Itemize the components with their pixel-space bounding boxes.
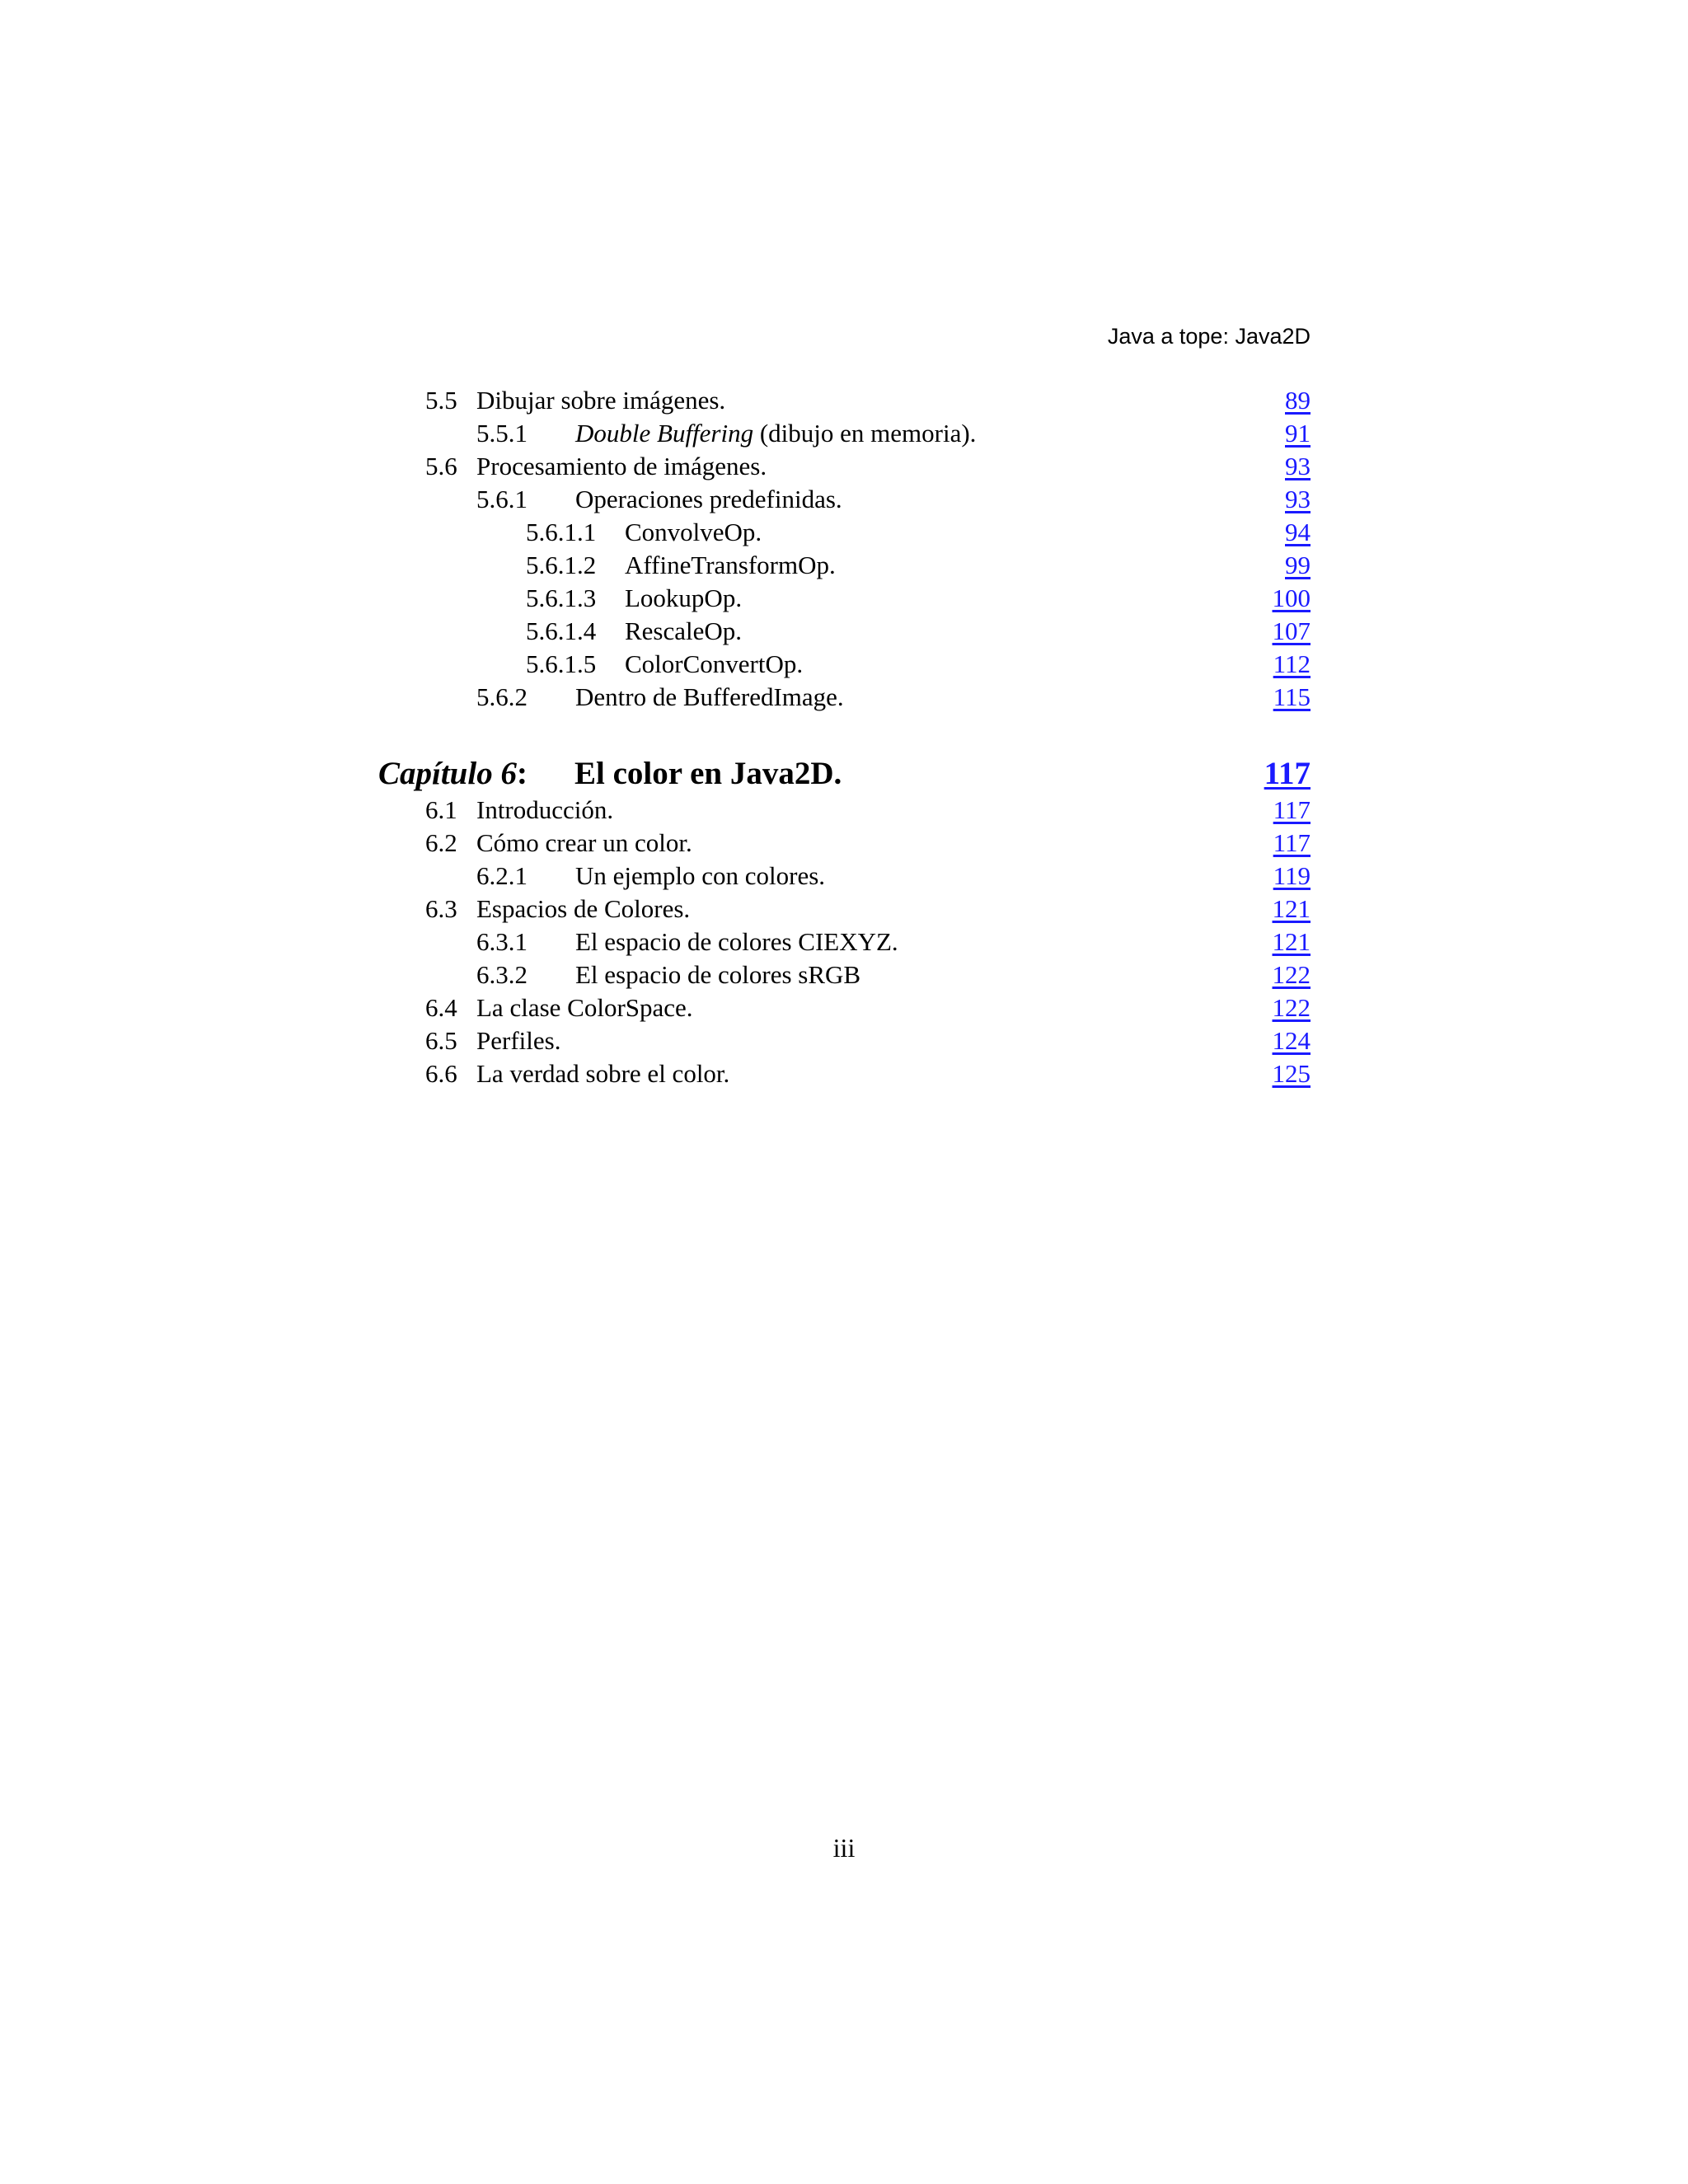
toc-entry-number: 5.5 — [425, 386, 457, 415]
toc-entry-title: Cómo crear un color. — [476, 828, 692, 857]
toc-entry-6-6 — [425, 1057, 1311, 1090]
toc-entry-number: 6.6 — [425, 1059, 457, 1088]
toc-page-link[interactable]: 112 — [1273, 649, 1311, 678]
toc-entry-number: 6.2 — [425, 828, 457, 857]
toc-entry-title-italic: Double Buffering — [575, 419, 754, 448]
toc-entry-5-6-1-2 — [526, 549, 1311, 582]
toc-entry-title: El espacio de colores sRGB — [575, 960, 861, 989]
toc-entry-number: 5.6.1.4 — [526, 616, 597, 645]
toc-page-link[interactable]: 121 — [1272, 927, 1311, 956]
toc-entry-6-3-2 — [476, 958, 1311, 991]
toc-entry-number: 5.6.1.2 — [526, 551, 597, 579]
toc-entry-title: La verdad sobre el color. — [476, 1059, 730, 1088]
toc-entry-5-6 — [425, 450, 1311, 483]
toc-page-link[interactable]: 107 — [1272, 616, 1311, 645]
toc-entry-number: 5.5.1 — [476, 419, 528, 448]
toc-entry-title: Dibujar sobre imágenes. — [476, 386, 726, 415]
toc-entry-5-6-1 — [476, 483, 1311, 516]
toc-entry-6-5 — [425, 1024, 1311, 1057]
toc-entry-number: 5.6.2 — [476, 682, 528, 711]
toc-page-link[interactable]: 124 — [1272, 1026, 1311, 1055]
toc-entry-title: ColorConvertOp. — [625, 649, 804, 678]
page-number: iii — [832, 1833, 856, 1863]
toc-entry-title: AffineTransformOp. — [625, 551, 836, 579]
toc-entry-number: 5.6.1.1 — [526, 518, 597, 546]
chapter-label-word: Capítulo 6 — [378, 756, 517, 791]
toc-entry-title: Introducción. — [476, 795, 614, 824]
chapter-title: El color en Java2D. — [574, 756, 842, 791]
toc-entry-number: 6.3.1 — [476, 927, 528, 956]
toc-entry-title: LookupOp. — [625, 583, 743, 612]
toc-page-link[interactable]: 125 — [1272, 1059, 1311, 1088]
toc-page-link[interactable]: 119 — [1273, 861, 1311, 890]
toc-entry-title: ConvolveOp. — [625, 518, 762, 546]
toc-entry-number: 5.6 — [425, 452, 457, 480]
toc-entry-5-6-1-4 — [526, 615, 1311, 648]
toc-entry-number: 6.3.2 — [476, 960, 528, 989]
toc-entry-6-3 — [425, 893, 1311, 926]
toc-entry-number: 6.1 — [425, 795, 457, 824]
toc-entry-title: Perfiles. — [476, 1026, 561, 1055]
toc-entry-title: Espacios de Colores. — [476, 894, 691, 923]
toc-entry-6-2 — [425, 827, 1311, 860]
chapter-label — [378, 752, 574, 795]
toc-page-link[interactable]: 117 — [1273, 795, 1311, 824]
toc-entry-title: Operaciones predefinidas. — [575, 485, 842, 513]
toc-entry-number: 5.6.1.3 — [526, 583, 597, 612]
toc-page-link[interactable]: 94 — [1285, 518, 1311, 546]
toc-page-link[interactable]: 121 — [1272, 894, 1311, 923]
toc-page-link[interactable]: 100 — [1272, 583, 1311, 612]
toc-entry-5-6-2 — [476, 681, 1311, 714]
toc-page-link[interactable]: 122 — [1272, 960, 1311, 989]
toc-page-link[interactable]: 89 — [1285, 386, 1311, 415]
toc-entry-number: 5.6.1 — [476, 485, 528, 513]
toc-entry-title: Procesamiento de imágenes. — [476, 452, 767, 480]
toc-entry-5-6-1-5 — [526, 648, 1311, 681]
chapter-heading — [378, 752, 1311, 795]
toc-entry-title: El espacio de colores CIEXYZ. — [575, 927, 898, 956]
toc-entry-5-6-1-1 — [526, 516, 1311, 549]
toc-entry-title: Dentro de BufferedImage. — [575, 682, 844, 711]
toc-page-link[interactable]: 93 — [1285, 452, 1311, 480]
toc-page-link[interactable]: 93 — [1285, 485, 1311, 513]
toc-entry-number: 6.5 — [425, 1026, 457, 1055]
toc-entry-number: 6.2.1 — [476, 861, 528, 890]
toc-page-link[interactable]: 122 — [1272, 993, 1311, 1022]
toc-entry-5-6-1-3 — [526, 582, 1311, 615]
toc-page-link[interactable]: 99 — [1285, 551, 1311, 579]
toc-entry-6-2-1 — [476, 860, 1311, 893]
toc-entry-number: 5.6.1.5 — [526, 649, 597, 678]
toc-page-link[interactable]: 115 — [1273, 682, 1311, 711]
toc-entry-5-5-1 — [476, 417, 1311, 450]
chapter-label-colon: : — [516, 756, 528, 791]
running-head: Java a tope: Java2D — [1107, 324, 1311, 349]
toc-entry-6-3-1 — [476, 926, 1311, 958]
toc-entry-title: La clase ColorSpace. — [476, 993, 693, 1022]
chapter-page-link[interactable]: 117 — [1264, 756, 1311, 791]
toc-entry-title: Un ejemplo con colores. — [575, 861, 826, 890]
toc-entry-number: 6.3 — [425, 894, 457, 923]
toc-entry-5-5 — [425, 384, 1311, 417]
toc-page-link[interactable]: 91 — [1285, 419, 1311, 448]
toc-page-link[interactable]: 117 — [1273, 828, 1311, 857]
toc-entry-title: RescaleOp. — [625, 616, 743, 645]
toc-entry-title-rest: (dibujo en memoria). — [753, 419, 977, 448]
toc-entry-number: 6.4 — [425, 993, 457, 1022]
toc-entry-6-1 — [425, 794, 1311, 827]
toc-entry-title — [575, 417, 976, 450]
toc-entry-6-4 — [425, 991, 1311, 1024]
